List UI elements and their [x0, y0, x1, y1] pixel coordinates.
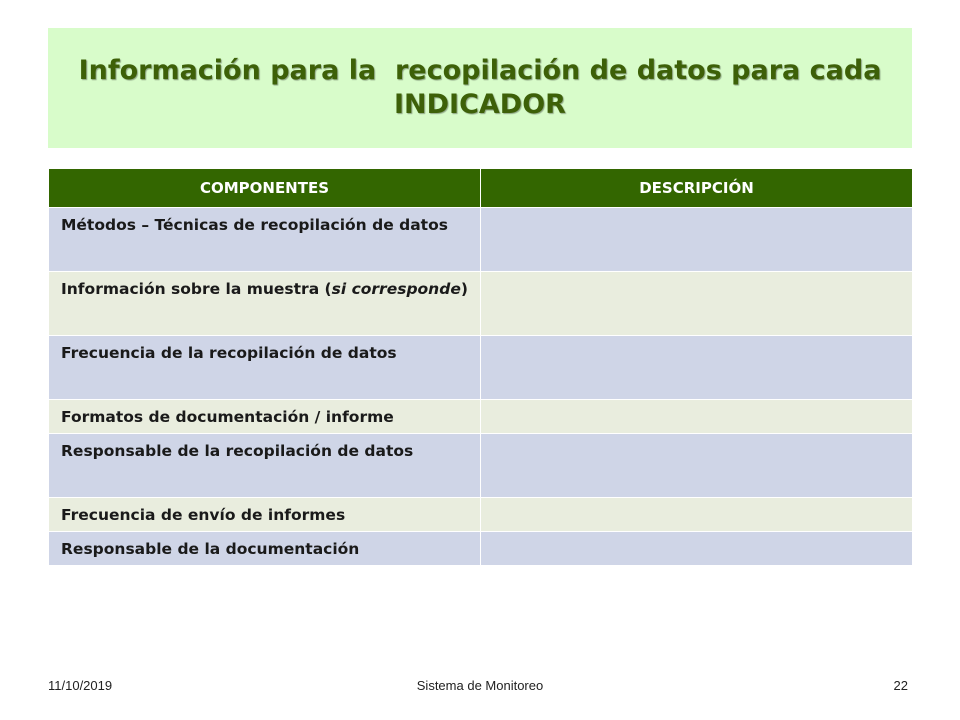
- component-cell: Frecuencia de la recopilación de datos: [49, 336, 481, 400]
- footer-date: 11/10/2019: [48, 678, 113, 693]
- footer-page-number: 22: [893, 678, 908, 693]
- slide-title-line1: Información para la recopilación de datos para cada: [78, 55, 882, 86]
- description-cell[interactable]: [481, 532, 913, 566]
- data-collection-table: [48, 168, 913, 566]
- description-cell[interactable]: [481, 498, 913, 532]
- component-italic-text: si corresponde: [331, 280, 461, 298]
- slide-title-box: [48, 28, 912, 148]
- description-cell[interactable]: [481, 208, 913, 272]
- slide-title-line2: INDICADOR: [394, 89, 566, 120]
- header-descripcion: DESCRIPCIÓN: [481, 169, 913, 208]
- component-cell: [49, 272, 481, 336]
- slide-title: [63, 54, 898, 122]
- table-row: [49, 400, 913, 434]
- description-cell[interactable]: [481, 336, 913, 400]
- table-row: [49, 272, 913, 336]
- table-header-row: [49, 169, 913, 208]
- component-cell: Responsable de la documentación: [49, 532, 481, 566]
- table-row: [49, 208, 913, 272]
- table-row: [49, 336, 913, 400]
- table-row: [49, 498, 913, 532]
- component-cell: Formatos de documentación / informe: [49, 400, 481, 434]
- description-cell[interactable]: [481, 272, 913, 336]
- description-cell[interactable]: [481, 434, 913, 498]
- header-componentes: COMPONENTES: [49, 169, 481, 208]
- table-row: [49, 434, 913, 498]
- footer-title: Sistema de Monitoreo: [416, 678, 544, 693]
- component-cell: Métodos – Técnicas de recopilación de datos: [49, 208, 481, 272]
- component-text-end: ): [460, 280, 468, 298]
- component-text: Información sobre la muestra (: [61, 280, 332, 298]
- component-cell: Responsable de la recopilación de datos: [49, 434, 481, 498]
- description-cell[interactable]: [481, 400, 913, 434]
- table-row: [49, 532, 913, 566]
- component-cell: Frecuencia de envío de informes: [49, 498, 481, 532]
